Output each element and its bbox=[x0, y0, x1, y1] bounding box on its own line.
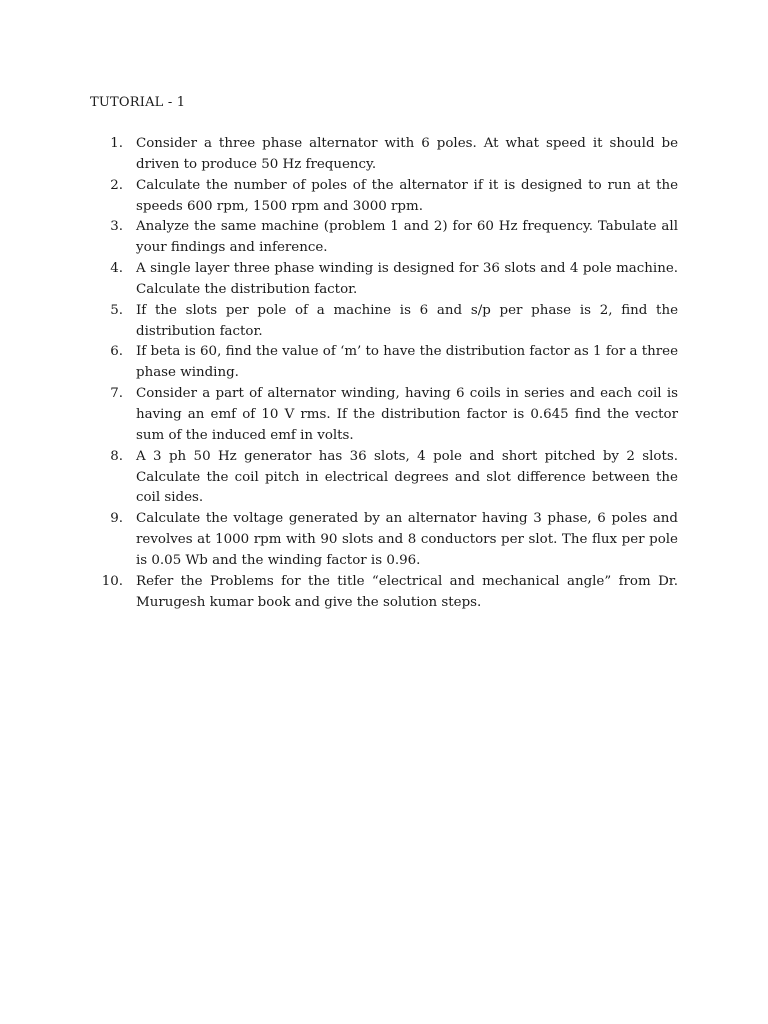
question-list bbox=[90, 134, 678, 613]
list-item bbox=[90, 217, 678, 259]
item-number: 3. bbox=[110, 219, 123, 235]
item-text: Consider a three phase alternator with 6 poles. At what speed it should be driven to produce 50 Hz frequency. bbox=[136, 136, 678, 172]
list-item bbox=[90, 259, 678, 301]
item-number: 4. bbox=[110, 261, 123, 277]
item-text: A 3 ph 50 Hz generator has 36 slots, 4 pole and short pitched by 2 slots. Calculate the coil pitch in electrical degrees and slot difference between the coil sides. bbox=[136, 448, 678, 506]
item-number: 1. bbox=[110, 136, 123, 151]
item-text: Calculate the voltage generated by an alternator having 3 phase, 6 poles and revolves at 1000 rpm with 90 slots and 8 conductors per slot. The flux per pole is 0.05 Wb and the winding factor is 0.96. bbox=[136, 511, 678, 568]
item-text: Refer the Problems for the title “electrical and mechanical angle” from Dr. Murugesh kumar book and give the solution steps. bbox=[136, 573, 678, 610]
item-number: 2. bbox=[110, 177, 123, 193]
item-number: 10. bbox=[101, 573, 123, 589]
item-text: Consider a part of alternator winding, having 6 coils in series and each coil is having an emf of 10 V rms. If the distribution factor is 0.645 find the vector sum of the induced emf in volts. bbox=[136, 386, 678, 443]
item-text: Calculate the number of poles of the alternator if it is designed to run at the speeds 600 rpm, 1500 rpm and 3000 rpm. bbox=[136, 177, 678, 214]
list-item bbox=[90, 447, 678, 510]
item-number: 8. bbox=[110, 448, 123, 464]
list-item bbox=[90, 384, 678, 447]
document-title: TUTORIAL - 1 bbox=[90, 95, 186, 110]
list-item bbox=[90, 572, 678, 614]
list-item bbox=[90, 509, 678, 572]
item-text: If beta is 60, find the value of ‘m’ to have the distribution factor as 1 for a three phase winding. bbox=[136, 344, 678, 381]
list-item bbox=[90, 342, 678, 384]
list-item bbox=[90, 301, 678, 343]
item-text: Analyze the same machine (problem 1 and 2) for 60 Hz frequency. Tabulate all your findings and inference. bbox=[136, 219, 678, 256]
item-text: If the slots per pole of a machine is 6 and s/p per phase is 2, find the distribution factor. bbox=[136, 302, 678, 339]
item-number: 6. bbox=[110, 344, 123, 360]
list-item bbox=[90, 134, 678, 176]
list-item bbox=[90, 176, 678, 218]
item-number: 9. bbox=[110, 511, 123, 527]
item-number: 5. bbox=[110, 302, 123, 318]
item-text: A single layer three phase winding is designed for 36 slots and 4 pole machine. Calculate the distribution factor. bbox=[136, 261, 678, 297]
item-number: 7. bbox=[110, 386, 123, 402]
